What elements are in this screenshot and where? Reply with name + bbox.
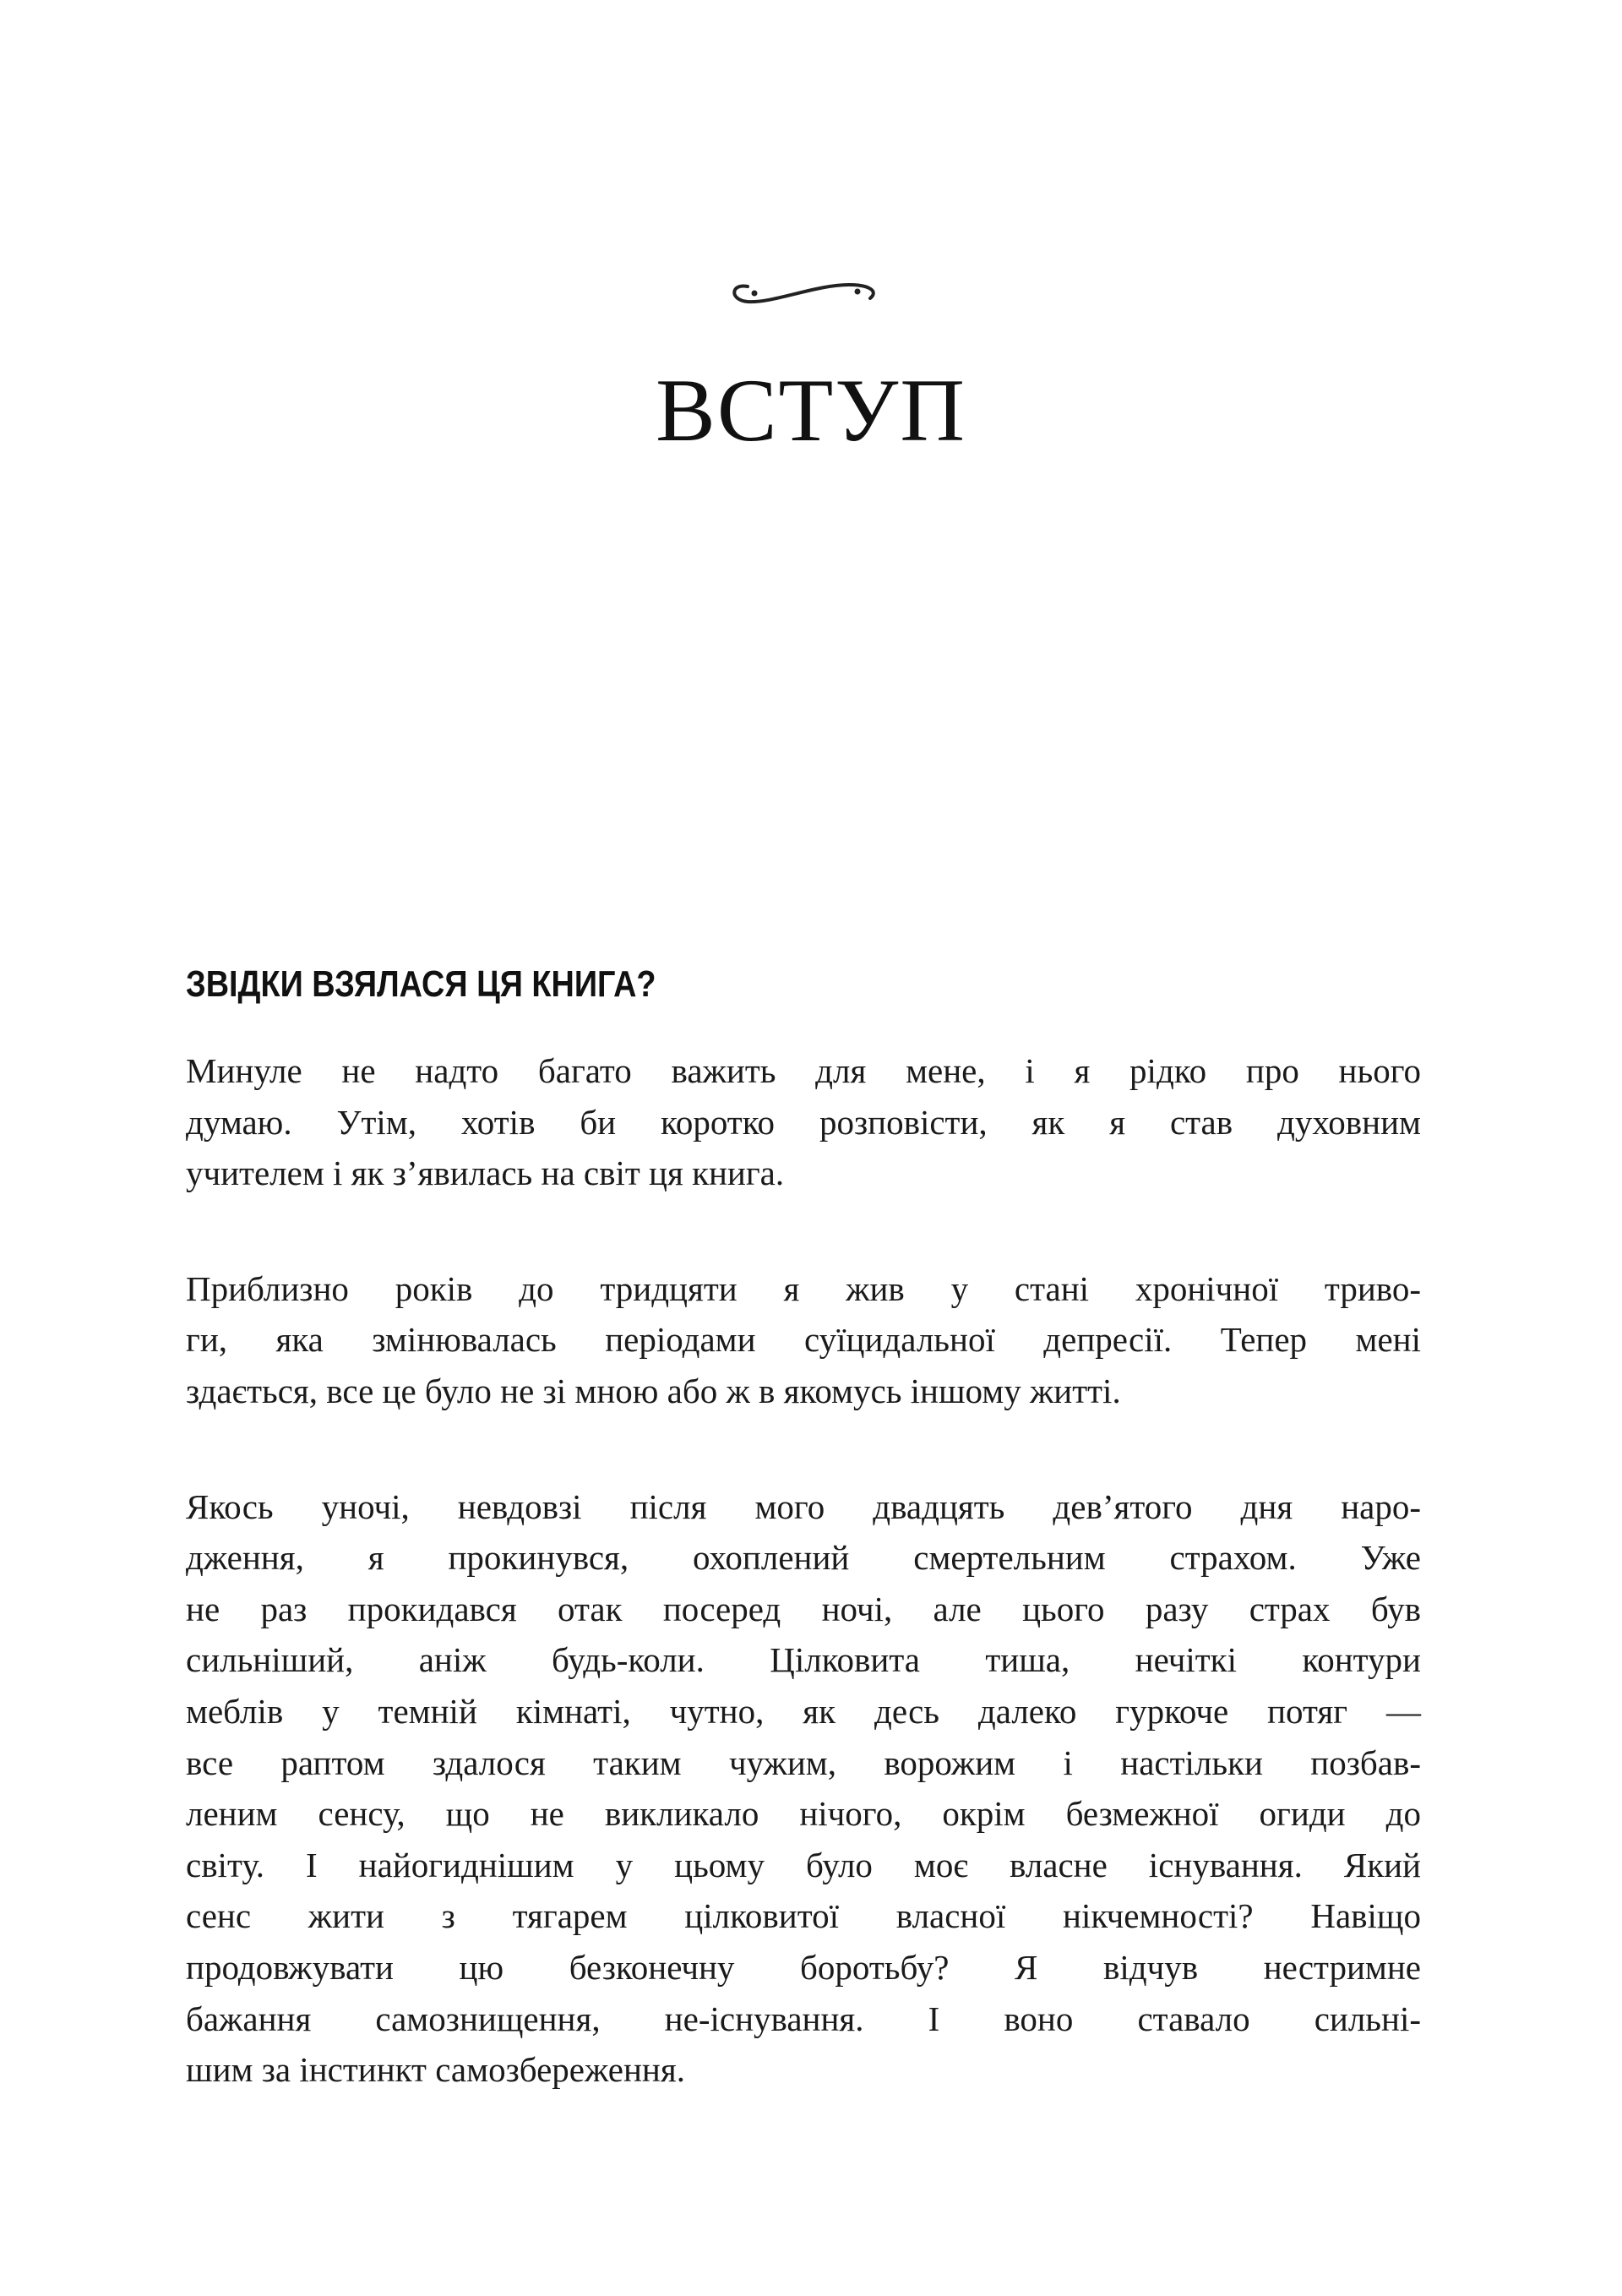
body-text xyxy=(186,1045,1421,2160)
text-line: ги, яка змінювалась періодами суїцидальної депресії. Тепер мені xyxy=(186,1320,1421,1360)
text-line: Якось уночі, невдовзі після мого двадцять дев’ятого дня наро- xyxy=(186,1486,1421,1526)
text-line: сенс жити з тягарем цілковитої власної нікчемності? Навіщо xyxy=(186,1896,1421,1936)
paragraph xyxy=(186,1263,1421,1417)
text-line: все раптом здалося таким чужим, ворожим і настільки позбав- xyxy=(186,1742,1421,1782)
text-line: світу. І найогиднішим у цьому було моє власне існування. Який xyxy=(186,1845,1421,1884)
text-line: бажання самознищення, не-існування. І воно ставало сильні- xyxy=(186,1999,1421,2038)
text-line: Минуле не надто багато важить для мене, і я рідко про нього xyxy=(186,1051,1421,1090)
paragraph xyxy=(186,1481,1421,2096)
text-line: продовжувати цю безконечну боротьбу? Я відчув нестримне xyxy=(186,1947,1421,1987)
text-line: меблів у темній кімнаті, чутно, як десь далеко гуркоче потяг — xyxy=(186,1691,1421,1731)
text-line: думаю. Утім, хотів би коротко розповісти, як я став духовним xyxy=(186,1102,1421,1142)
section-heading: ЗВІДКИ ВЗЯЛАСЯ ЦЯ КНИГА? xyxy=(186,963,656,1005)
text-line: дження, я прокинувся, охоплений смертельним страхом. Уже xyxy=(186,1538,1421,1578)
text-line: здається, все це було не зі мною або ж в якомусь іншому житті. xyxy=(186,1371,1121,1410)
text-line: шим за інстинкт самозбереження. xyxy=(186,2050,685,2090)
text-line: леним сенсу, що не викликало нічого, окрім безмежної огиди до xyxy=(186,1794,1421,1834)
chapter-title: ВСТУП xyxy=(656,361,966,460)
text-line: учителем і як з’явилась на світ ця книга. xyxy=(186,1153,785,1193)
paragraph xyxy=(186,1045,1421,1199)
text-line: не раз прокидався отак посеред ночі, але цього разу страх був xyxy=(186,1589,1421,1628)
flourish-ornament-icon xyxy=(722,275,900,317)
text-line: Приблизно років до тридцяти я жив у стані хронічної триво- xyxy=(186,1268,1421,1308)
text-line: сильніший, аніж будь-коли. Цілковита тиша, нечіткі контури xyxy=(186,1640,1421,1680)
